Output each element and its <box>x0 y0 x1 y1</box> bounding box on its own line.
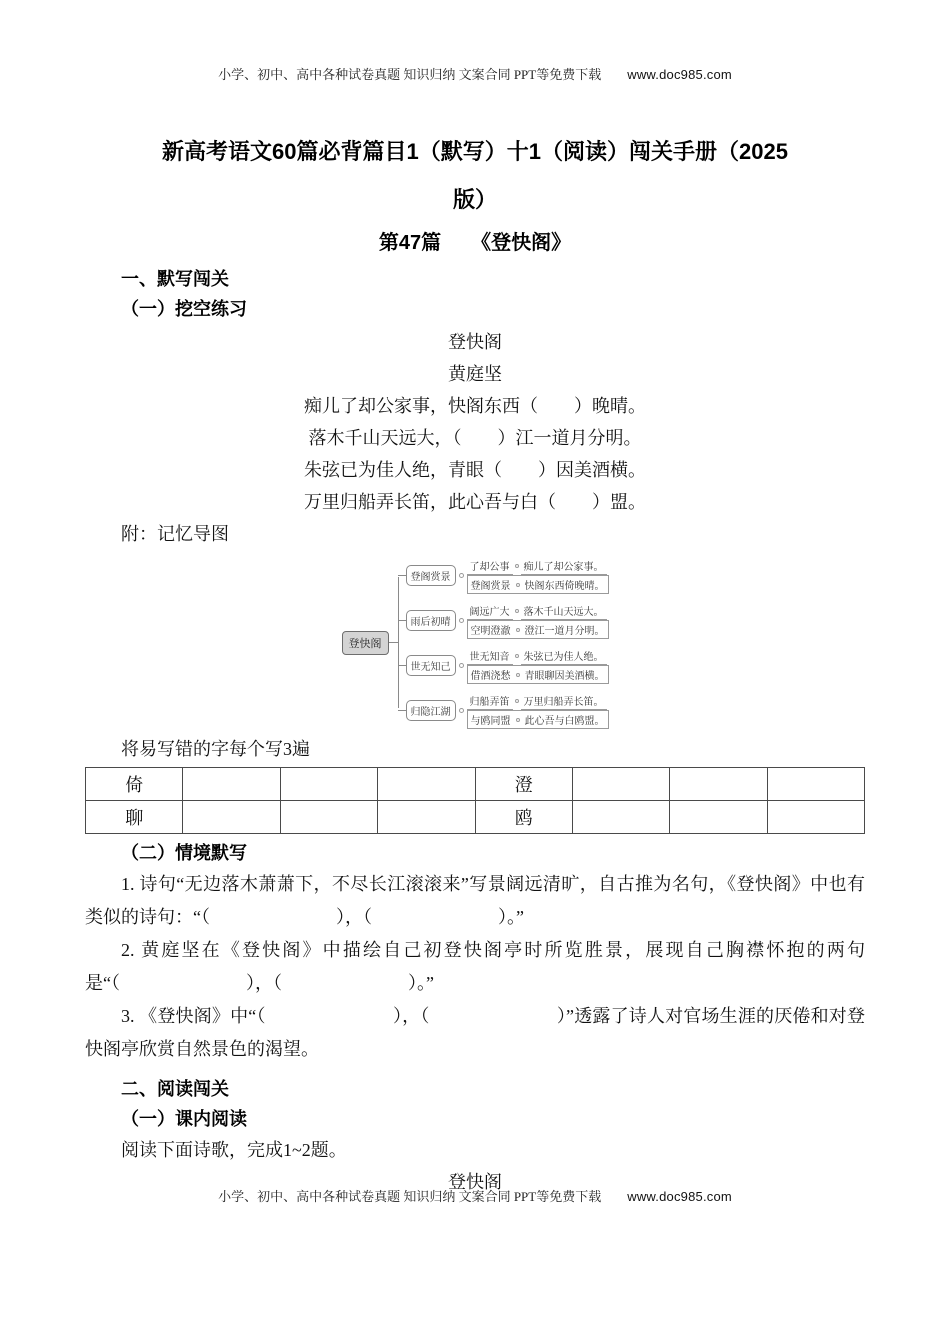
mindmap-item <box>467 601 609 620</box>
mindmap-item-key: 阔远广大 <box>467 602 513 620</box>
mindmap-branches <box>398 556 609 729</box>
mindmap-item-key: 归船弄笛 <box>467 692 513 710</box>
connector-dot-icon <box>516 718 520 722</box>
mindmap-item <box>467 575 609 594</box>
mindmap-item-value: 快阁东西倚晚晴。 <box>524 581 605 592</box>
table-cell <box>572 768 669 801</box>
mindmap-item-value: 朱弦已为佳人绝。 <box>521 647 607 665</box>
table-cell <box>183 768 280 801</box>
mindmap-item-value: 痴儿了却公家事。 <box>521 557 607 575</box>
table-row <box>86 768 865 801</box>
mindmap-item-value: 澄江一道月分明。 <box>524 626 605 637</box>
document-title <box>85 128 865 224</box>
mindmap-item-value: 万里归船弄长笛。 <box>521 692 607 710</box>
connector-dot-icon <box>459 573 464 578</box>
document-body <box>85 128 865 1198</box>
connector-dot-icon <box>516 673 520 677</box>
connector-line <box>389 642 398 643</box>
mindmap-item <box>467 691 609 710</box>
table-cell <box>378 768 475 801</box>
mindmap-item-key: 与鸥同盟 <box>470 716 511 727</box>
mindmap-item <box>467 665 609 684</box>
mindmap-item-key: 空明澄澈 <box>470 626 511 637</box>
mindmap-item <box>467 710 609 729</box>
connector-dot-icon <box>459 618 464 623</box>
connector-dot-icon <box>459 708 464 713</box>
connector-dot-icon <box>516 583 520 587</box>
mindmap-item-value: 落木千山天远大。 <box>521 602 607 620</box>
connector-dot-icon <box>515 654 519 658</box>
section-heading-dictation: 一、默写闯关 <box>121 269 229 289</box>
reading-instruction: 阅读下面诗歌，完成1~2题。 <box>121 1140 347 1160</box>
table-cell: 鸥 <box>475 801 572 834</box>
connector-line <box>398 575 406 576</box>
subsection-heading-in-class-reading: （一）课内阅读 <box>121 1109 247 1129</box>
page-footer <box>0 1186 950 1205</box>
table-cell <box>183 801 280 834</box>
chapter-title: 第47篇 《登快阁》 <box>378 232 572 254</box>
mindmap-item-key: 登阁赏景 <box>470 581 511 592</box>
mindmap-pair <box>467 691 609 729</box>
header-site-link[interactable]: www.doc985.com <box>627 67 732 82</box>
mindmap-root-node: 登快阁 <box>342 631 389 655</box>
connector-dot-icon <box>515 564 519 568</box>
table-cell: 倚 <box>86 768 183 801</box>
subsection-heading-contextual-dictation: （二）情境默写 <box>121 843 247 863</box>
table-cell <box>670 768 767 801</box>
table-cell: 聊 <box>86 801 183 834</box>
mindmap-caption: 附：记忆导图 <box>121 524 229 544</box>
mindmap-branch-node: 归隐江湖 <box>406 700 456 721</box>
page-header <box>0 64 950 83</box>
poem-line-4: 万里归船弄长笛，此心吾与白（ ）盟。 <box>304 492 646 512</box>
character-practice-table <box>85 767 865 834</box>
mindmap-item <box>467 620 609 639</box>
mindmap-item <box>467 556 609 575</box>
table-cell <box>767 768 864 801</box>
poem-author: 黄庭坚 <box>448 364 502 384</box>
header-text: 小学、初中、高中各种试卷真题 知识归纳 文案合同 PPT等免费下载 <box>218 67 602 82</box>
reading-poem-title: 登快阁 <box>448 1172 502 1192</box>
question-2: 2. 黄庭坚在《登快阁》中描绘自己初登快阁亭时所览胜景，展现自己胸襟怀抱的两句是“（ ），（ ）。” <box>85 940 865 993</box>
document-title-line1: 新高考语文60篇必背篇目1（默写）十1（阅读）闯关手册（2025 <box>162 139 788 164</box>
footer-site-link[interactable]: www.doc985.com <box>627 1189 732 1204</box>
mindmap-branch-node: 世无知己 <box>406 655 456 676</box>
connector-line <box>398 620 406 621</box>
table-cell: 澄 <box>475 768 572 801</box>
section-heading-reading: 二、阅读闯关 <box>121 1079 229 1099</box>
mindmap-pair <box>467 556 609 594</box>
connector-dot-icon <box>459 663 464 668</box>
poem-line-2: 落木千山天远大，（ ）江一道月分明。 <box>308 428 642 448</box>
connector-dot-icon <box>516 628 520 632</box>
connector-dot-icon <box>515 699 519 703</box>
mindmap-branch-node: 雨后初晴 <box>406 610 456 631</box>
mindmap-branch-4 <box>398 691 609 729</box>
mindmap-item-value: 此心吾与白鸥盟。 <box>524 716 605 727</box>
copy-practice-note: 将易写错的字每个写3遍 <box>121 739 310 759</box>
connector-line <box>398 665 406 666</box>
table-cell <box>767 801 864 834</box>
document-title-line2: 版） <box>452 187 497 212</box>
table-cell <box>670 801 767 834</box>
mindmap-pair <box>467 601 609 639</box>
mindmap-branch-node: 登阁赏景 <box>406 565 456 586</box>
question-3: 3. 《登快阁》中“（ ），（ ）”透露了诗人对官场生涯的厌倦和对登快阁亭欣赏自然景色的渴望。 <box>85 1006 865 1059</box>
table-cell <box>280 801 377 834</box>
connector-line <box>398 710 406 711</box>
connector-dot-icon <box>515 609 519 613</box>
mindmap-branch-2 <box>398 601 609 639</box>
mindmap-pair <box>467 646 609 684</box>
mindmap-item-value: 青眼聊因美酒横。 <box>524 671 605 682</box>
poem-block <box>85 326 865 518</box>
table-cell <box>378 801 475 834</box>
mindmap-item-key: 借酒浇愁 <box>470 671 511 682</box>
poem-line-1: 痴儿了却公家事，快阁东西（ ）晚晴。 <box>304 396 646 416</box>
table-cell <box>280 768 377 801</box>
mindmap-branch-1 <box>398 556 609 594</box>
footer-text: 小学、初中、高中各种试卷真题 知识归纳 文案合同 PPT等免费下载 <box>218 1189 602 1204</box>
poem-title: 登快阁 <box>448 332 502 352</box>
poem-line-3: 朱弦已为佳人绝，青眼（ ）因美酒横。 <box>304 460 646 480</box>
mindmap-branch-3 <box>398 646 609 684</box>
mindmap-item-key: 世无知音 <box>467 647 513 665</box>
mindmap-item <box>467 646 609 665</box>
subsection-heading-fill-blank: （一）挖空练习 <box>121 299 247 319</box>
question-1: 1. 诗句“无边落木萧萧下，不尽长江滚滚来”写景阔远清旷，自古推为名句，《登快阁》中也有类似的诗句：“（ ），（ ）。” <box>85 874 865 927</box>
table-cell <box>572 801 669 834</box>
memory-mindmap <box>315 556 635 729</box>
mindmap-item-key: 了却公事 <box>467 557 513 575</box>
table-row <box>86 801 865 834</box>
